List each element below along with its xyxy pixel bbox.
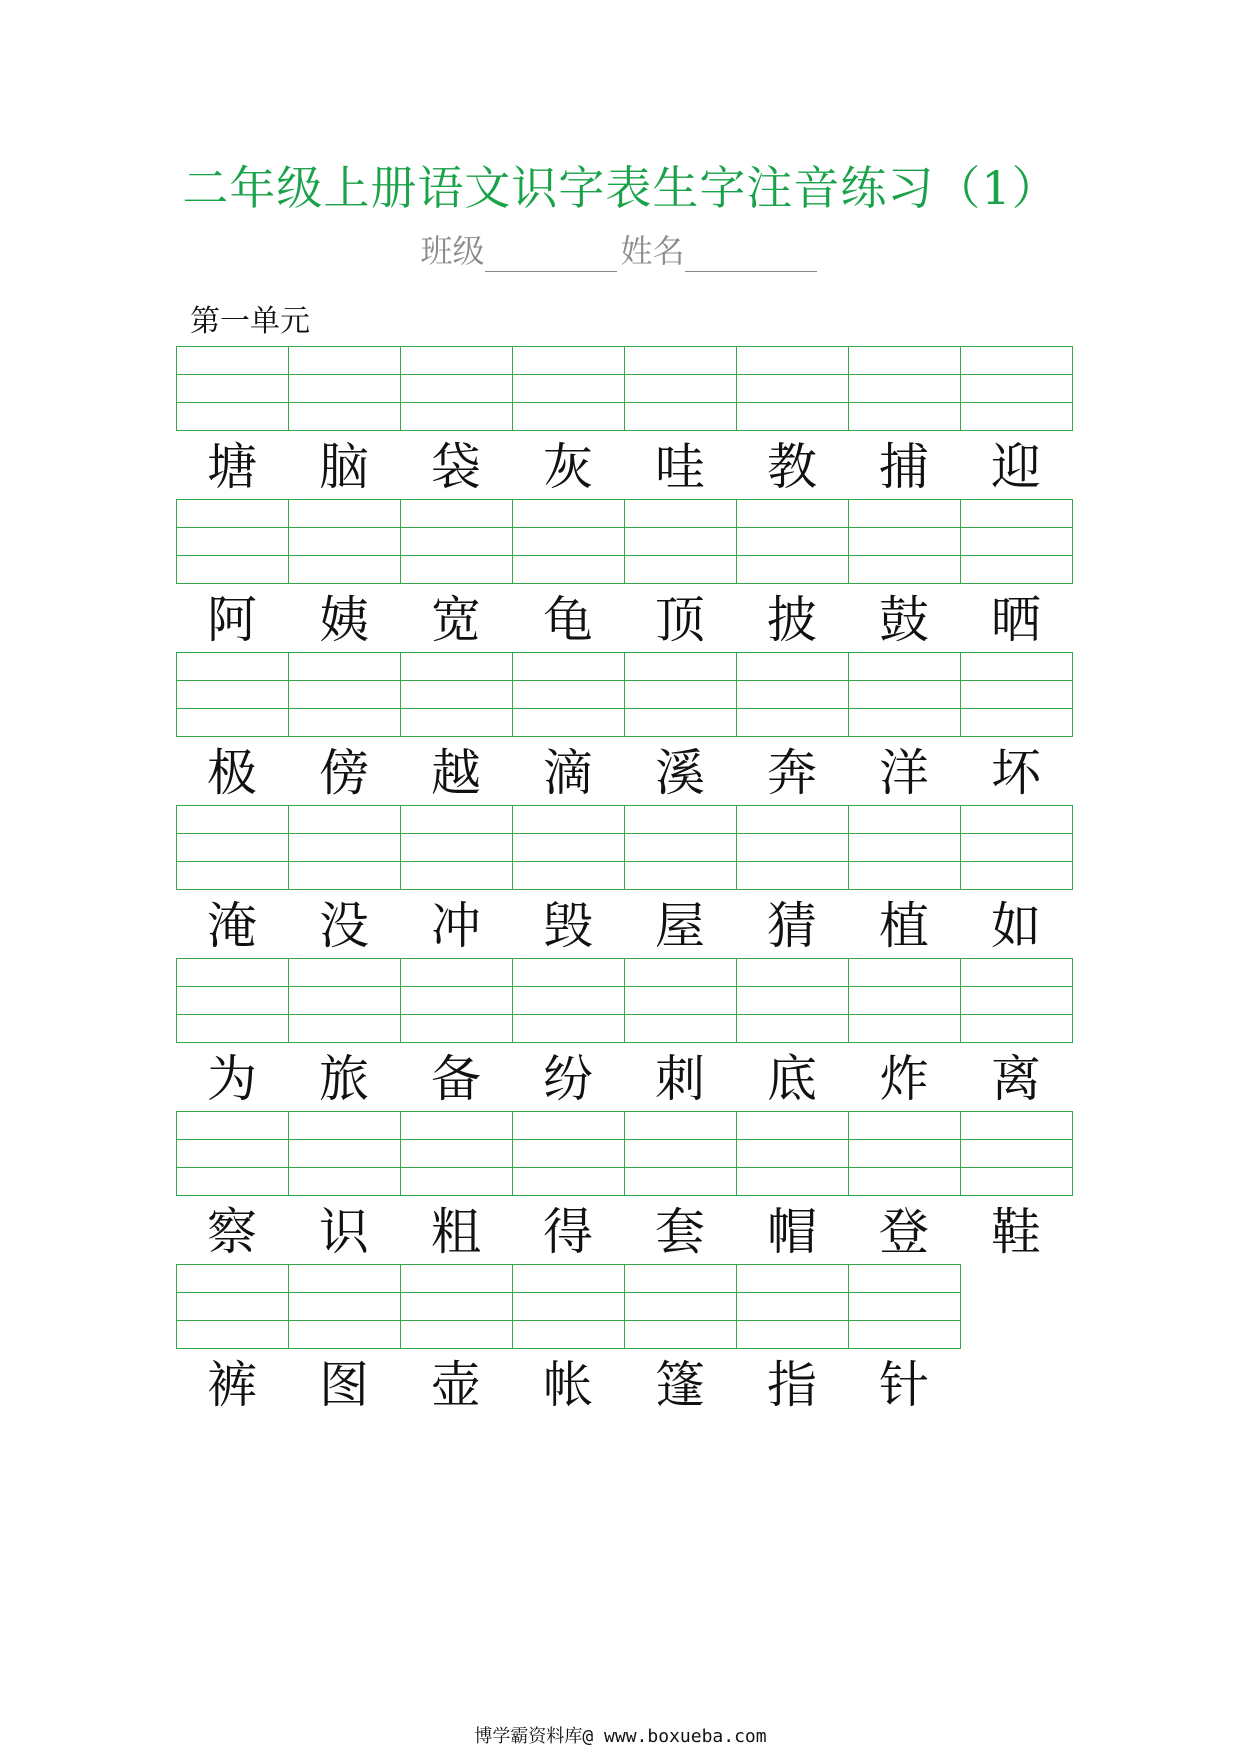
- hanzi-character: 刺: [655, 1050, 705, 1108]
- pinyin-cell[interactable]: [849, 681, 961, 709]
- pinyin-cell[interactable]: [961, 806, 1073, 834]
- pinyin-cell[interactable]: [737, 1321, 849, 1349]
- hanzi-character: 冲: [431, 897, 481, 955]
- pinyin-cell[interactable]: [737, 834, 849, 862]
- pinyin-cell[interactable]: [513, 653, 625, 681]
- pinyin-cell[interactable]: [513, 806, 625, 834]
- class-blank[interactable]: [485, 241, 617, 272]
- pinyin-cell[interactable]: [849, 959, 961, 987]
- pinyin-cell[interactable]: [401, 347, 513, 375]
- pinyin-cell[interactable]: [401, 1112, 513, 1140]
- pinyin-cell[interactable]: [289, 528, 401, 556]
- pinyin-cell[interactable]: [289, 375, 401, 403]
- pinyin-cell[interactable]: [737, 709, 849, 737]
- pinyin-cell[interactable]: [177, 1265, 289, 1293]
- pinyin-cell[interactable]: [849, 347, 961, 375]
- pinyin-cell[interactable]: [177, 681, 289, 709]
- pinyin-cell[interactable]: [625, 709, 737, 737]
- pinyin-cell[interactable]: [401, 862, 513, 890]
- pinyin-cell[interactable]: [849, 375, 961, 403]
- pinyin-cell[interactable]: [513, 834, 625, 862]
- pinyin-cell[interactable]: [401, 528, 513, 556]
- unit-heading: 第一单元: [190, 304, 310, 339]
- pinyin-cell[interactable]: [289, 862, 401, 890]
- pinyin-cell[interactable]: [177, 375, 289, 403]
- pinyin-cell[interactable]: [625, 1321, 737, 1349]
- hanzi-character: 离: [991, 1050, 1041, 1108]
- pinyin-cell[interactable]: [849, 1321, 961, 1349]
- pinyin-cell[interactable]: [177, 1112, 289, 1140]
- pinyin-cell[interactable]: [401, 834, 513, 862]
- hanzi-character: 宽: [431, 591, 481, 649]
- pinyin-cell[interactable]: [737, 556, 849, 584]
- pinyin-cell[interactable]: [177, 403, 289, 431]
- pinyin-cell[interactable]: [513, 1140, 625, 1168]
- pinyin-cell[interactable]: [177, 528, 289, 556]
- pinyin-cell[interactable]: [849, 862, 961, 890]
- pinyin-cell[interactable]: [513, 347, 625, 375]
- pinyin-cell[interactable]: [961, 959, 1073, 987]
- pinyin-cell[interactable]: [625, 653, 737, 681]
- pinyin-cell[interactable]: [849, 709, 961, 737]
- pinyin-cell[interactable]: [401, 709, 513, 737]
- hanzi-character: 屋: [655, 897, 705, 955]
- pinyin-cell[interactable]: [289, 500, 401, 528]
- pinyin-cell[interactable]: [289, 556, 401, 584]
- pinyin-cell[interactable]: [961, 500, 1073, 528]
- pinyin-cell[interactable]: [625, 556, 737, 584]
- pinyin-cell[interactable]: [625, 987, 737, 1015]
- pinyin-cell[interactable]: [849, 653, 961, 681]
- hanzi-character: 教: [767, 438, 817, 496]
- pinyin-cell[interactable]: [737, 862, 849, 890]
- hanzi-character: 披: [767, 591, 817, 649]
- pinyin-cell[interactable]: [513, 528, 625, 556]
- hanzi-character: 帽: [767, 1203, 817, 1261]
- pinyin-cell[interactable]: [177, 556, 289, 584]
- pinyin-cell[interactable]: [625, 862, 737, 890]
- pinyin-cell[interactable]: [177, 1140, 289, 1168]
- pinyin-cell[interactable]: [289, 1140, 401, 1168]
- pinyin-cell[interactable]: [625, 1168, 737, 1196]
- hanzi-character: 如: [991, 897, 1041, 955]
- pinyin-cell[interactable]: [961, 709, 1073, 737]
- pinyin-cell[interactable]: [177, 500, 289, 528]
- pinyin-cell[interactable]: [625, 1140, 737, 1168]
- pinyin-cell[interactable]: [401, 1015, 513, 1043]
- pinyin-cell[interactable]: [401, 500, 513, 528]
- pinyin-cell[interactable]: [625, 403, 737, 431]
- pinyin-cell[interactable]: [401, 556, 513, 584]
- hanzi-character: 阿: [207, 591, 257, 649]
- pinyin-cell[interactable]: [961, 862, 1073, 890]
- pinyin-cell[interactable]: [737, 375, 849, 403]
- pinyin-cell[interactable]: [737, 1168, 849, 1196]
- hanzi-character: 识: [319, 1203, 369, 1261]
- pinyin-cell[interactable]: [289, 347, 401, 375]
- hanzi-character: 裤: [207, 1356, 257, 1414]
- pinyin-cell[interactable]: [625, 681, 737, 709]
- pinyin-cell[interactable]: [401, 653, 513, 681]
- hanzi-character: 淹: [207, 897, 257, 955]
- pinyin-cell[interactable]: [961, 1112, 1073, 1140]
- pinyin-cell[interactable]: [289, 403, 401, 431]
- pinyin-cell[interactable]: [177, 347, 289, 375]
- character-row: [176, 1201, 1072, 1263]
- pinyin-cell[interactable]: [401, 1321, 513, 1349]
- pinyin-cell[interactable]: [625, 500, 737, 528]
- pinyin-cell[interactable]: [289, 1293, 401, 1321]
- pinyin-cell[interactable]: [401, 1265, 513, 1293]
- pinyin-cell[interactable]: [513, 1015, 625, 1043]
- pinyin-cell[interactable]: [961, 347, 1073, 375]
- hanzi-character: 备: [431, 1050, 481, 1108]
- name-blank[interactable]: [685, 241, 817, 272]
- class-label: 班级: [420, 232, 485, 270]
- pinyin-cell[interactable]: [849, 403, 961, 431]
- pinyin-cell[interactable]: [849, 528, 961, 556]
- pinyin-cell[interactable]: [625, 1112, 737, 1140]
- hanzi-character: 脑: [319, 438, 369, 496]
- pinyin-cell[interactable]: [961, 653, 1073, 681]
- pinyin-cell[interactable]: [849, 1112, 961, 1140]
- hanzi-character: 奔: [767, 744, 817, 802]
- pinyin-grid: [176, 346, 1073, 431]
- pinyin-cell[interactable]: [401, 403, 513, 431]
- hanzi-character: 塘: [207, 438, 257, 496]
- pinyin-cell[interactable]: [177, 653, 289, 681]
- pinyin-cell[interactable]: [849, 1015, 961, 1043]
- pinyin-cell[interactable]: [513, 987, 625, 1015]
- hanzi-character: 得: [543, 1203, 593, 1261]
- pinyin-cell[interactable]: [289, 1112, 401, 1140]
- pinyin-cell[interactable]: [513, 959, 625, 987]
- pinyin-cell[interactable]: [961, 681, 1073, 709]
- hanzi-character: 帐: [543, 1356, 593, 1414]
- character-row: [176, 436, 1072, 498]
- pinyin-cell[interactable]: [625, 1015, 737, 1043]
- pinyin-cell[interactable]: [849, 1168, 961, 1196]
- pinyin-cell[interactable]: [177, 1293, 289, 1321]
- hanzi-character: 晒: [991, 591, 1041, 649]
- hanzi-character: 迎: [991, 438, 1041, 496]
- pinyin-cell[interactable]: [177, 806, 289, 834]
- pinyin-cell[interactable]: [625, 375, 737, 403]
- pinyin-cell[interactable]: [401, 959, 513, 987]
- pinyin-cell[interactable]: [737, 347, 849, 375]
- hanzi-character: 壶: [431, 1356, 481, 1414]
- pinyin-cell[interactable]: [513, 1168, 625, 1196]
- pinyin-cell[interactable]: [513, 556, 625, 584]
- pinyin-cell[interactable]: [625, 347, 737, 375]
- pinyin-cell[interactable]: [737, 1293, 849, 1321]
- pinyin-cell[interactable]: [513, 500, 625, 528]
- pinyin-cell[interactable]: [177, 709, 289, 737]
- hanzi-character: 姨: [319, 591, 369, 649]
- hanzi-character: 鞋: [991, 1203, 1041, 1261]
- character-row: [176, 1354, 1072, 1416]
- pinyin-cell[interactable]: [961, 987, 1073, 1015]
- pinyin-cell[interactable]: [625, 1265, 737, 1293]
- pinyin-cell[interactable]: [625, 806, 737, 834]
- pinyin-grid: [176, 1264, 961, 1349]
- pinyin-cell[interactable]: [737, 681, 849, 709]
- pinyin-cell[interactable]: [177, 834, 289, 862]
- hanzi-character: 粗: [431, 1203, 481, 1261]
- pinyin-grid: [176, 805, 1073, 890]
- character-row: [176, 589, 1072, 651]
- character-row: [176, 895, 1072, 957]
- pinyin-grid: [176, 1111, 1073, 1196]
- hanzi-character: 针: [879, 1356, 929, 1414]
- pinyin-cell[interactable]: [289, 1265, 401, 1293]
- pinyin-cell[interactable]: [961, 1168, 1073, 1196]
- hanzi-character: 篷: [655, 1356, 705, 1414]
- pinyin-cell[interactable]: [849, 556, 961, 584]
- hanzi-character: 极: [207, 744, 257, 802]
- hanzi-character: 滴: [543, 744, 593, 802]
- hanzi-character: 猜: [767, 897, 817, 955]
- pinyin-cell[interactable]: [289, 1015, 401, 1043]
- pinyin-cell[interactable]: [513, 1293, 625, 1321]
- pinyin-cell[interactable]: [961, 1015, 1073, 1043]
- hanzi-character: 套: [655, 1203, 705, 1261]
- pinyin-grid: [176, 652, 1073, 737]
- pinyin-cell[interactable]: [513, 403, 625, 431]
- hanzi-character: 哇: [655, 438, 705, 496]
- pinyin-cell[interactable]: [289, 959, 401, 987]
- pinyin-cell[interactable]: [849, 500, 961, 528]
- character-row: [176, 1048, 1072, 1110]
- page-title: 二年级上册语文识字表生字注音练习（1）: [182, 161, 1059, 215]
- pinyin-cell[interactable]: [737, 1112, 849, 1140]
- pinyin-cell[interactable]: [849, 1265, 961, 1293]
- pinyin-cell[interactable]: [849, 1293, 961, 1321]
- pinyin-cell[interactable]: [289, 1168, 401, 1196]
- pinyin-cell[interactable]: [289, 834, 401, 862]
- hanzi-character: 纷: [543, 1050, 593, 1108]
- pinyin-cell[interactable]: [625, 959, 737, 987]
- pinyin-cell[interactable]: [961, 403, 1073, 431]
- hanzi-character: 捕: [879, 438, 929, 496]
- hanzi-character: 察: [207, 1203, 257, 1261]
- pinyin-cell[interactable]: [289, 806, 401, 834]
- pinyin-cell[interactable]: [177, 862, 289, 890]
- hanzi-character: 植: [879, 897, 929, 955]
- pinyin-cell[interactable]: [625, 834, 737, 862]
- pinyin-grid: [176, 958, 1073, 1043]
- pinyin-cell[interactable]: [849, 987, 961, 1015]
- pinyin-cell[interactable]: [737, 806, 849, 834]
- character-row: [176, 742, 1072, 804]
- pinyin-cell[interactable]: [961, 834, 1073, 862]
- pinyin-cell[interactable]: [737, 1140, 849, 1168]
- pinyin-cell[interactable]: [401, 987, 513, 1015]
- student-info: [0, 226, 1241, 272]
- pinyin-cell[interactable]: [513, 1265, 625, 1293]
- pinyin-cell[interactable]: [177, 1321, 289, 1349]
- pinyin-cell[interactable]: [289, 653, 401, 681]
- pinyin-cell[interactable]: [289, 1321, 401, 1349]
- hanzi-character: 炸: [879, 1050, 929, 1108]
- hanzi-character: 毁: [543, 897, 593, 955]
- pinyin-cell[interactable]: [625, 1293, 737, 1321]
- hanzi-character: 旅: [319, 1050, 369, 1108]
- pinyin-cell[interactable]: [177, 1168, 289, 1196]
- pinyin-cell[interactable]: [513, 1321, 625, 1349]
- pinyin-cell[interactable]: [401, 1293, 513, 1321]
- pinyin-cell[interactable]: [401, 806, 513, 834]
- pinyin-cell[interactable]: [401, 1168, 513, 1196]
- pinyin-cell[interactable]: [961, 528, 1073, 556]
- pinyin-cell[interactable]: [513, 681, 625, 709]
- pinyin-cell[interactable]: [961, 1140, 1073, 1168]
- pinyin-cell[interactable]: [737, 987, 849, 1015]
- pinyin-cell[interactable]: [513, 709, 625, 737]
- hanzi-character: 登: [879, 1203, 929, 1261]
- hanzi-character: 指: [767, 1356, 817, 1414]
- pinyin-cell[interactable]: [177, 1015, 289, 1043]
- hanzi-character: 鼓: [879, 591, 929, 649]
- pinyin-cell[interactable]: [177, 987, 289, 1015]
- hanzi-character: 没: [319, 897, 369, 955]
- name-label: 姓名: [620, 232, 685, 270]
- hanzi-character: 灰: [543, 438, 593, 496]
- pinyin-cell[interactable]: [289, 681, 401, 709]
- pinyin-cell[interactable]: [513, 862, 625, 890]
- hanzi-character: 溪: [655, 744, 705, 802]
- pinyin-cell[interactable]: [737, 959, 849, 987]
- pinyin-cell[interactable]: [737, 528, 849, 556]
- hanzi-character: 洋: [879, 744, 929, 802]
- pinyin-cell[interactable]: [289, 987, 401, 1015]
- hanzi-character: 底: [767, 1050, 817, 1108]
- hanzi-character: 图: [319, 1356, 369, 1414]
- hanzi-character: 傍: [319, 744, 369, 802]
- pinyin-cell[interactable]: [401, 375, 513, 403]
- pinyin-grid: [176, 499, 1073, 584]
- pinyin-cell[interactable]: [961, 375, 1073, 403]
- pinyin-cell[interactable]: [289, 709, 401, 737]
- pinyin-cell[interactable]: [849, 1140, 961, 1168]
- pinyin-cell[interactable]: [625, 528, 737, 556]
- pinyin-cell[interactable]: [961, 556, 1073, 584]
- pinyin-cell[interactable]: [401, 1140, 513, 1168]
- footer-watermark: 博学霸资料库@ www.boxueba.com: [474, 1726, 767, 1747]
- hanzi-character: 越: [431, 744, 481, 802]
- hanzi-character: 龟: [543, 591, 593, 649]
- pinyin-cell[interactable]: [401, 681, 513, 709]
- pinyin-cell[interactable]: [849, 834, 961, 862]
- pinyin-cell[interactable]: [737, 500, 849, 528]
- pinyin-cell[interactable]: [849, 806, 961, 834]
- pinyin-cell[interactable]: [513, 375, 625, 403]
- pinyin-cell[interactable]: [737, 653, 849, 681]
- hanzi-character: 顶: [655, 591, 705, 649]
- hanzi-character: 坏: [991, 744, 1041, 802]
- hanzi-character: 袋: [431, 438, 481, 496]
- pinyin-cell[interactable]: [737, 1265, 849, 1293]
- pinyin-cell[interactable]: [513, 1112, 625, 1140]
- pinyin-cell[interactable]: [737, 403, 849, 431]
- pinyin-cell[interactable]: [737, 1015, 849, 1043]
- hanzi-character: 为: [207, 1050, 257, 1108]
- pinyin-cell[interactable]: [177, 959, 289, 987]
